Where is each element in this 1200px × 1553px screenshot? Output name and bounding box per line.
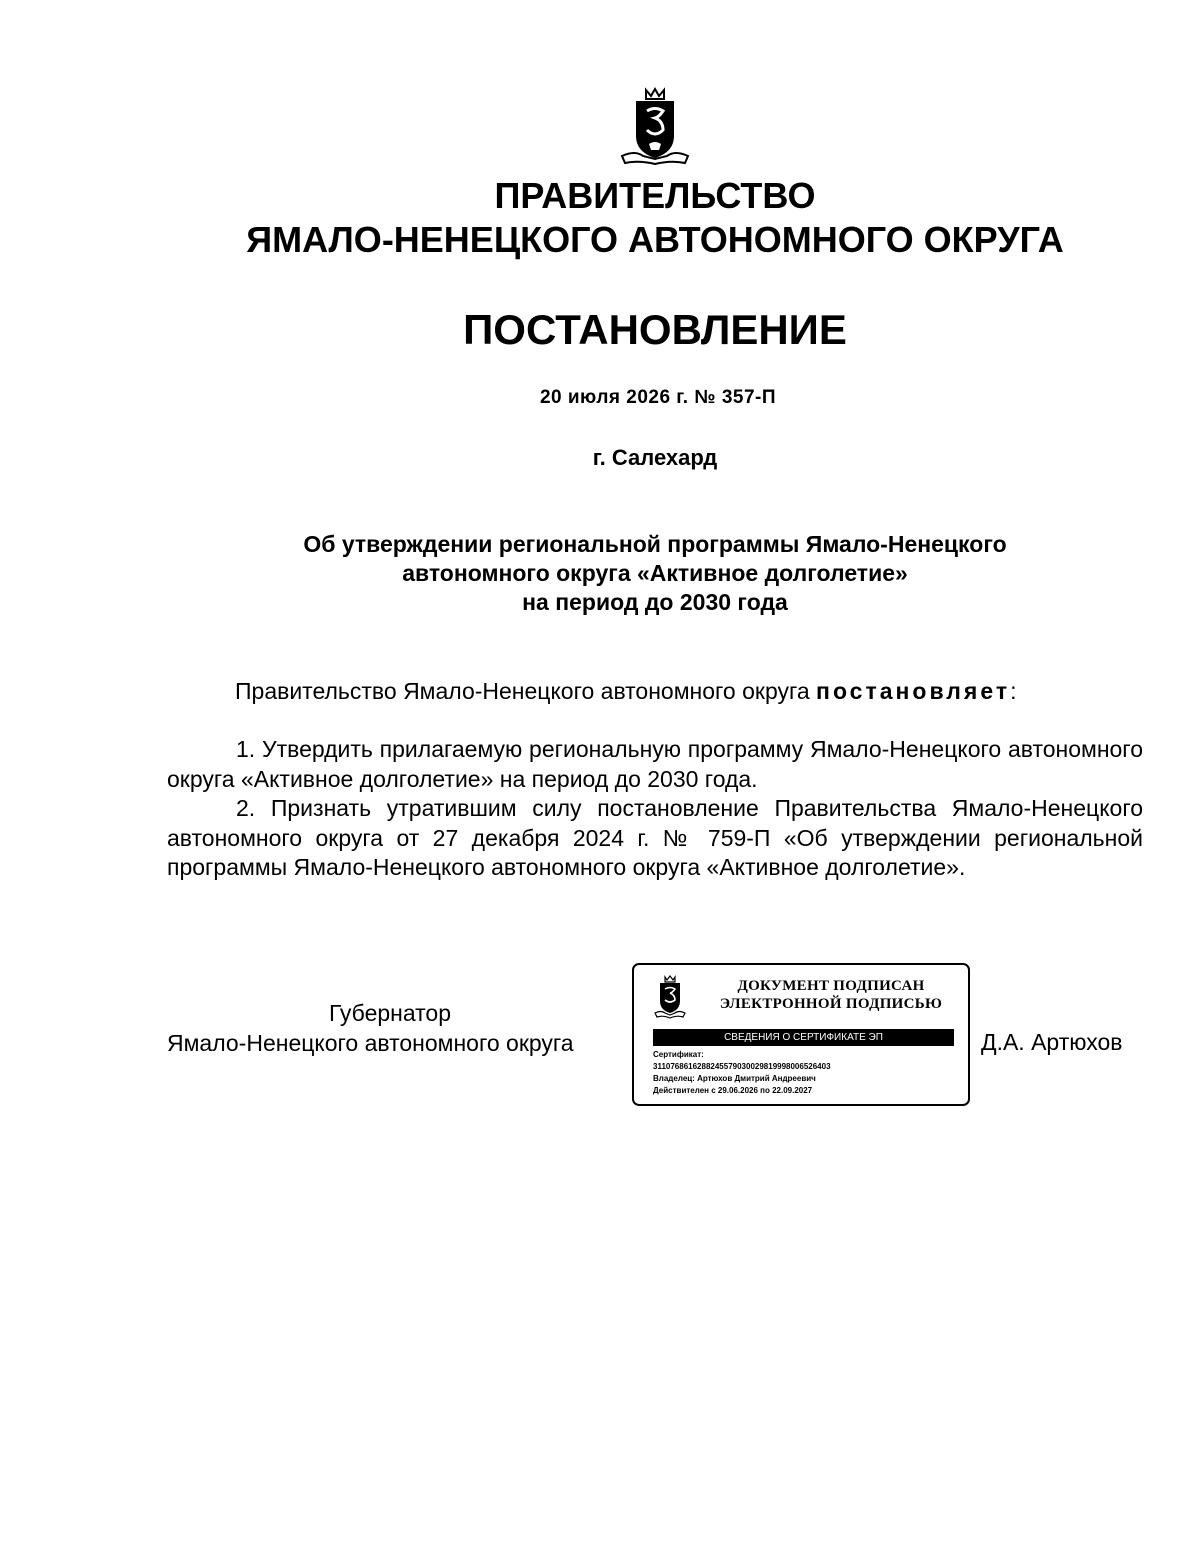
- document-subject: [0, 530, 1200, 617]
- signer-position-line1: Губернатор: [329, 1000, 452, 1026]
- document-type: ПОСТАНОВЛЕНИЕ: [463, 306, 847, 353]
- electronic-signature-stamp: [632, 963, 970, 1106]
- subject-line2: автономного округа «Активное долголетие»: [402, 560, 908, 586]
- subject-line3: на период до 2030 года: [522, 589, 788, 615]
- stamp-certificate-header: СВЕДЕНИЯ О СЕРТИФИКАТЕ ЭП: [653, 1029, 954, 1046]
- document-date-number: 20 июля 2026 г. № 357-П: [539, 387, 777, 408]
- subject-line1: Об утверждении региональной программы Ямало-Ненецкого: [303, 531, 1007, 557]
- signer-position-line2: Ямало-Ненецкого автономного округа: [167, 1029, 574, 1056]
- stamp-title: [700, 977, 962, 1013]
- clause-1: 1. Утвердить прилагаемую региональную программу Ямало-Ненецкого автономного округа «Активное долголетие» на период до 2030 года.: [167, 736, 1143, 792]
- preamble: [235, 676, 1135, 706]
- stamp-cert-number: 3110768616288245579030029819998006526403: [653, 1062, 831, 1071]
- preamble-end: :: [1010, 678, 1017, 704]
- stamp-cert-label: Сертификат:: [653, 1050, 704, 1059]
- coat-of-arms-icon: [619, 86, 691, 168]
- stamp-certificate-info: [653, 1049, 953, 1097]
- clauses: [167, 735, 1143, 883]
- government-title-line1: ПРАВИТЕЛЬСТВО: [494, 175, 816, 216]
- clause-2: 2. Признать утратившим силу постановление Правительства Ямало-Ненецкого автономного округа от 27 декабря 2024 г. № 759-П «Об утверждении региональной программы Ямало-Ненецкого автономного округа «Активное долголетие».: [167, 795, 1143, 880]
- signer-name: Д.А. Артюхов: [981, 1029, 1123, 1055]
- preamble-text: Правительство Ямало-Ненецкого автономного округа: [235, 678, 817, 704]
- signer-position: [167, 999, 627, 1058]
- government-title-line2: ЯМАЛО-НЕНЕЦКОГО АВТОНОМНОГО ОКРУГА: [246, 219, 1064, 260]
- stamp-valid: Действителен с 29.06.2026 по 22.09.2027: [653, 1086, 813, 1095]
- preamble-verb: постановляет: [816, 678, 1011, 704]
- stamp-emblem-icon: [653, 975, 687, 1020]
- stamp-title-line2: ЭЛЕКТРОННОЙ ПОДПИСЬЮ: [719, 996, 943, 1012]
- stamp-owner: Владелец: Артюхов Дмитрий Андреевич: [653, 1074, 816, 1083]
- document-city: г. Салехард: [592, 445, 718, 470]
- stamp-title-line1: ДОКУМЕНТ ПОДПИСАН: [737, 978, 925, 994]
